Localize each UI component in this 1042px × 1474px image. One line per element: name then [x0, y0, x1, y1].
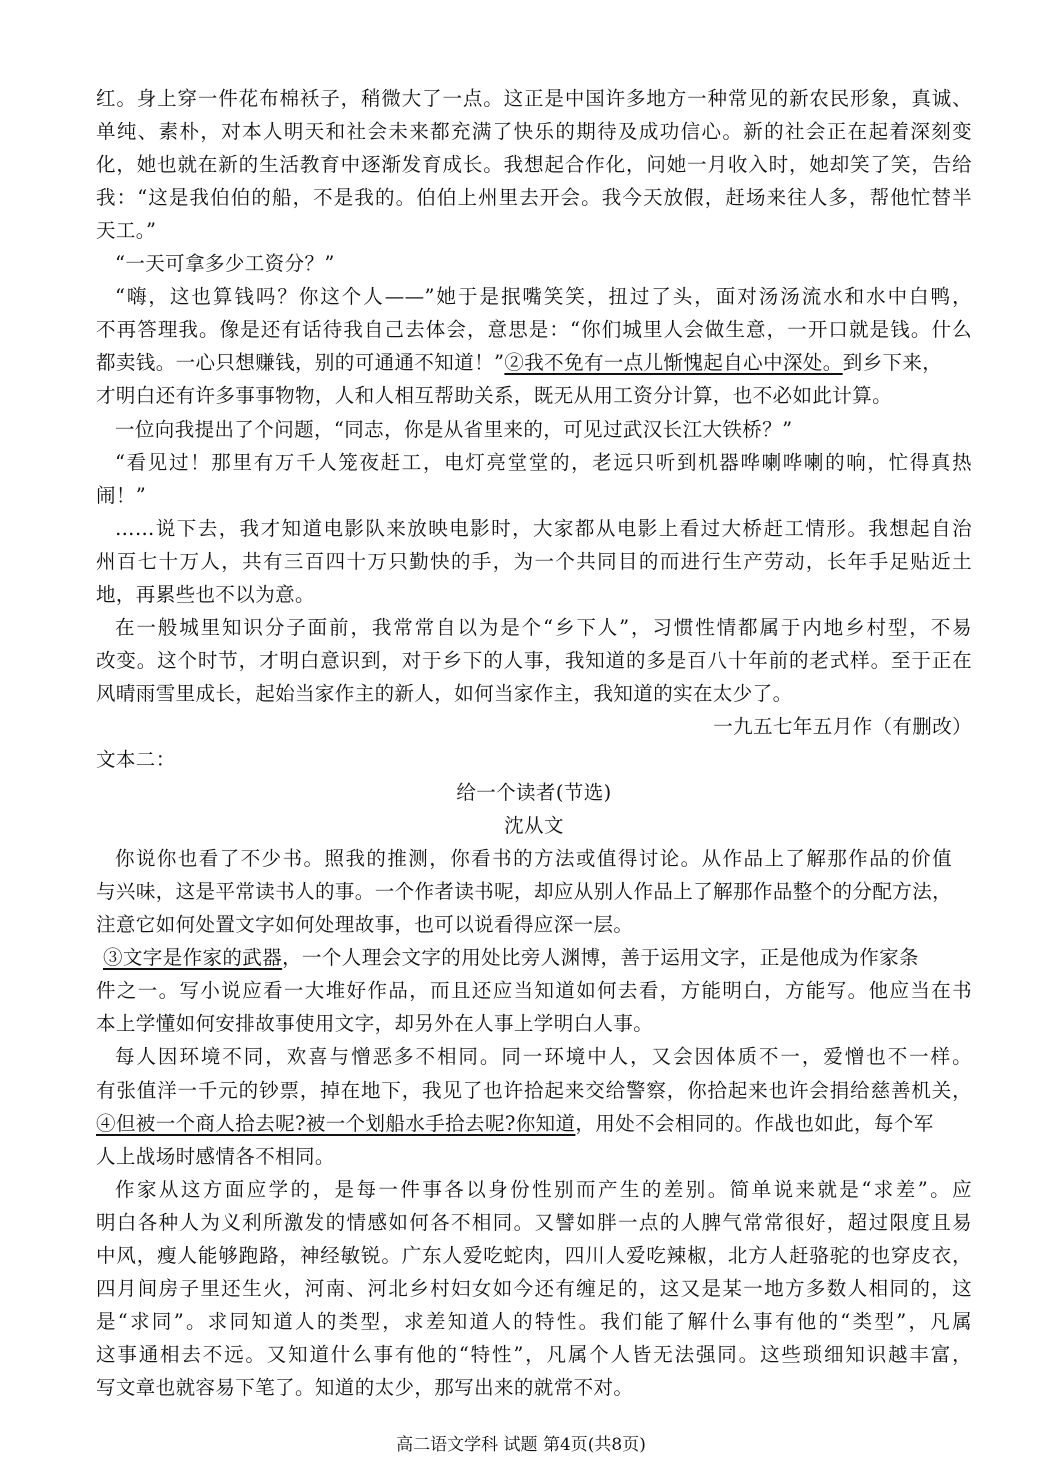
text-line: 件之一。写小说应看一大堆好作品，而且还应当知道如何去看，方能明白，方能写。他应当在书 — [96, 979, 972, 1003]
text-line: 改变。这个时节，才明白意识到，对于乡下的人事，我知道的多是百八十年前的老式样。至于正在 — [96, 648, 972, 672]
underlined-sentence-4: ④但被一个商人拾去呢?被一个划船水手拾去呢?你知道 — [96, 1111, 576, 1135]
dialogue-line: “嗨，这也算钱吗？你这个人——”她于是抿嘴笑笑，扭过了头，面对汤汤流水和水中白鸭， — [115, 285, 972, 309]
text-line: 注意它如何处置文字如何处理故事，也可以说看得应深一层。 — [96, 913, 634, 937]
section-label: 文本二： — [96, 748, 176, 771]
text-line: 在一般城里知识分子面前，我常常自以为是个“乡下人”，习惯性情都属于内地乡村型，不易 — [115, 615, 972, 639]
page-footer: 高二语文学科 试题 第4页(共8页) — [396, 1435, 646, 1455]
text-line: 州百七十万人，共有三百四十万只勤快的手，为一个共同目的而进行生产劳动，长年手足贴近土 — [96, 549, 972, 573]
text-line: ……说下去，我才知道电影队来放映电影时，大家都从电影上看过大桥赶工情形。我想起自治 — [115, 516, 972, 540]
article-author: 沈从文 — [504, 814, 564, 838]
underlined-sentence-2: ②我不免有一点儿惭愧起自心中深处。 — [504, 351, 843, 375]
text-line: 本上学懂如何安排故事使用文字，却另外在人事上学明白人事。 — [96, 1012, 654, 1036]
text-line-with-underline — [103, 943, 972, 973]
text-line: 单纯、素朴，对本人明天和社会未来都充满了快乐的期待及成功信心。新的社会正在起着深刻变 — [96, 120, 972, 143]
text-line: 与兴味，这是平常读书人的事。一个作者读书呢，却应从别人作品上了解那作品整个的分配方法， — [96, 880, 952, 904]
line-text: ，用处不会相同的。作战也如此，每个军 — [575, 1111, 934, 1135]
text-line: 中风，瘦人能够跑路，神经敏锐。广东人爱吃蛇肉，四川人爱吃辣椒，北方人赶骆驼的也穿皮衣， — [96, 1243, 972, 1267]
text-line: 你说你也看了不少书。照我的推测，你看书的方法或值得讨论。从作品上了解那作品的价值 — [115, 847, 952, 871]
text-line: 是“求同”。求同知道人的类型，求差知道人的特性。我们能了解什么事有他的“类型”，凡属 — [96, 1309, 972, 1333]
text-line: 红。身上穿一件花布棉袄子，稍微大了一点。这正是中国许多地方一种常见的新农民形象，真诚、 — [96, 87, 972, 110]
text-line: 闹！” — [96, 483, 147, 507]
line-text: ，一个人理会文字的用处比旁人渊博，善于运用文字，正是他成为作家条 — [282, 946, 919, 970]
text-line: 天工。” — [96, 219, 157, 243]
line-text: 到乡下来， — [842, 351, 943, 375]
text-line: 地，再累些也不以为意。 — [96, 582, 315, 606]
text-line: 明白各种人为义利所激发的情感如何各不相同。又譬如胖一点的人脾气常常很好，超过限度且易 — [96, 1210, 972, 1234]
dialogue-line: “看见过！那里有万千人笼夜赶工，电灯亮堂堂的，老远只听到机器哗喇哗喇的响，忙得真热 — [115, 450, 972, 474]
article-title: 给一个读者(节选) — [456, 781, 612, 804]
text-line: 一位向我提出了个问题，“同志，你是从省里来的，可见过武汉长江大铁桥？” — [115, 417, 793, 441]
text-line: 我：“这是我伯伯的船，不是我的。伯伯上州里去开会。我今天放假，赶场来往人多，帮他忙替半 — [96, 186, 972, 210]
text-line: 不再答理我。像是还有话待我自己去体会，意思是：“你们城里人会做生意，一开口就是钱。什么 — [96, 318, 972, 342]
text-line: 作家从这方面应学的，是每一件事各以身份性别而产生的差别。简单说来就是“求差”。应 — [115, 1177, 972, 1201]
text-line: 写文章也就容易下笔了。知道的太少，那写出来的就常不对。 — [96, 1375, 634, 1399]
text-line-with-underline — [96, 348, 972, 378]
text-line: 四月间房子里还生火，河南、河北乡村妇女如今还有缠足的，这又是某一地方多数人相同的，这 — [96, 1276, 972, 1300]
text-line: 每人因环境不同，欢喜与憎恶多不相同。同一环境中人，又会因体质不一，爱憎也不一样。 — [115, 1045, 972, 1069]
date-note: 一九五七年五月作（有删改） — [713, 714, 972, 738]
text-line: 有张值洋一千元的钞票，掉在地下，我见了也许拾起来交给警察，你拾起来也许会捐给慈善机关， — [96, 1078, 972, 1102]
text-line: 化，她也就在新的生活教育中逐渐发育成长。我想起合作化，问她一月收入时，她却笑了笑，告给 — [96, 153, 972, 177]
text-line: 才明白还有许多事事物物，人和人相互帮助关系，既无从用工资分计算，也不必如此计算。 — [96, 384, 893, 408]
text-line-with-underline — [96, 1109, 972, 1139]
text-line: 人上战场时感情各不相同。 — [96, 1144, 335, 1168]
text-line: 风晴雨雪里成长，起始当家作主的新人，如何当家作主，我知道的实在太少了。 — [96, 681, 793, 705]
underlined-sentence-3: ③文字是作家的武器 — [103, 946, 283, 970]
line-text: 都卖钱。一心只想赚钱，别的可通通不知道！” — [96, 351, 505, 375]
dialogue-line: “一天可拿多少工资分？” — [115, 252, 335, 276]
text-line: 这事通相去不远。又知道什么事有他的“特性”，凡属个人皆无法强同。这些琐细知识越丰富， — [96, 1342, 972, 1366]
